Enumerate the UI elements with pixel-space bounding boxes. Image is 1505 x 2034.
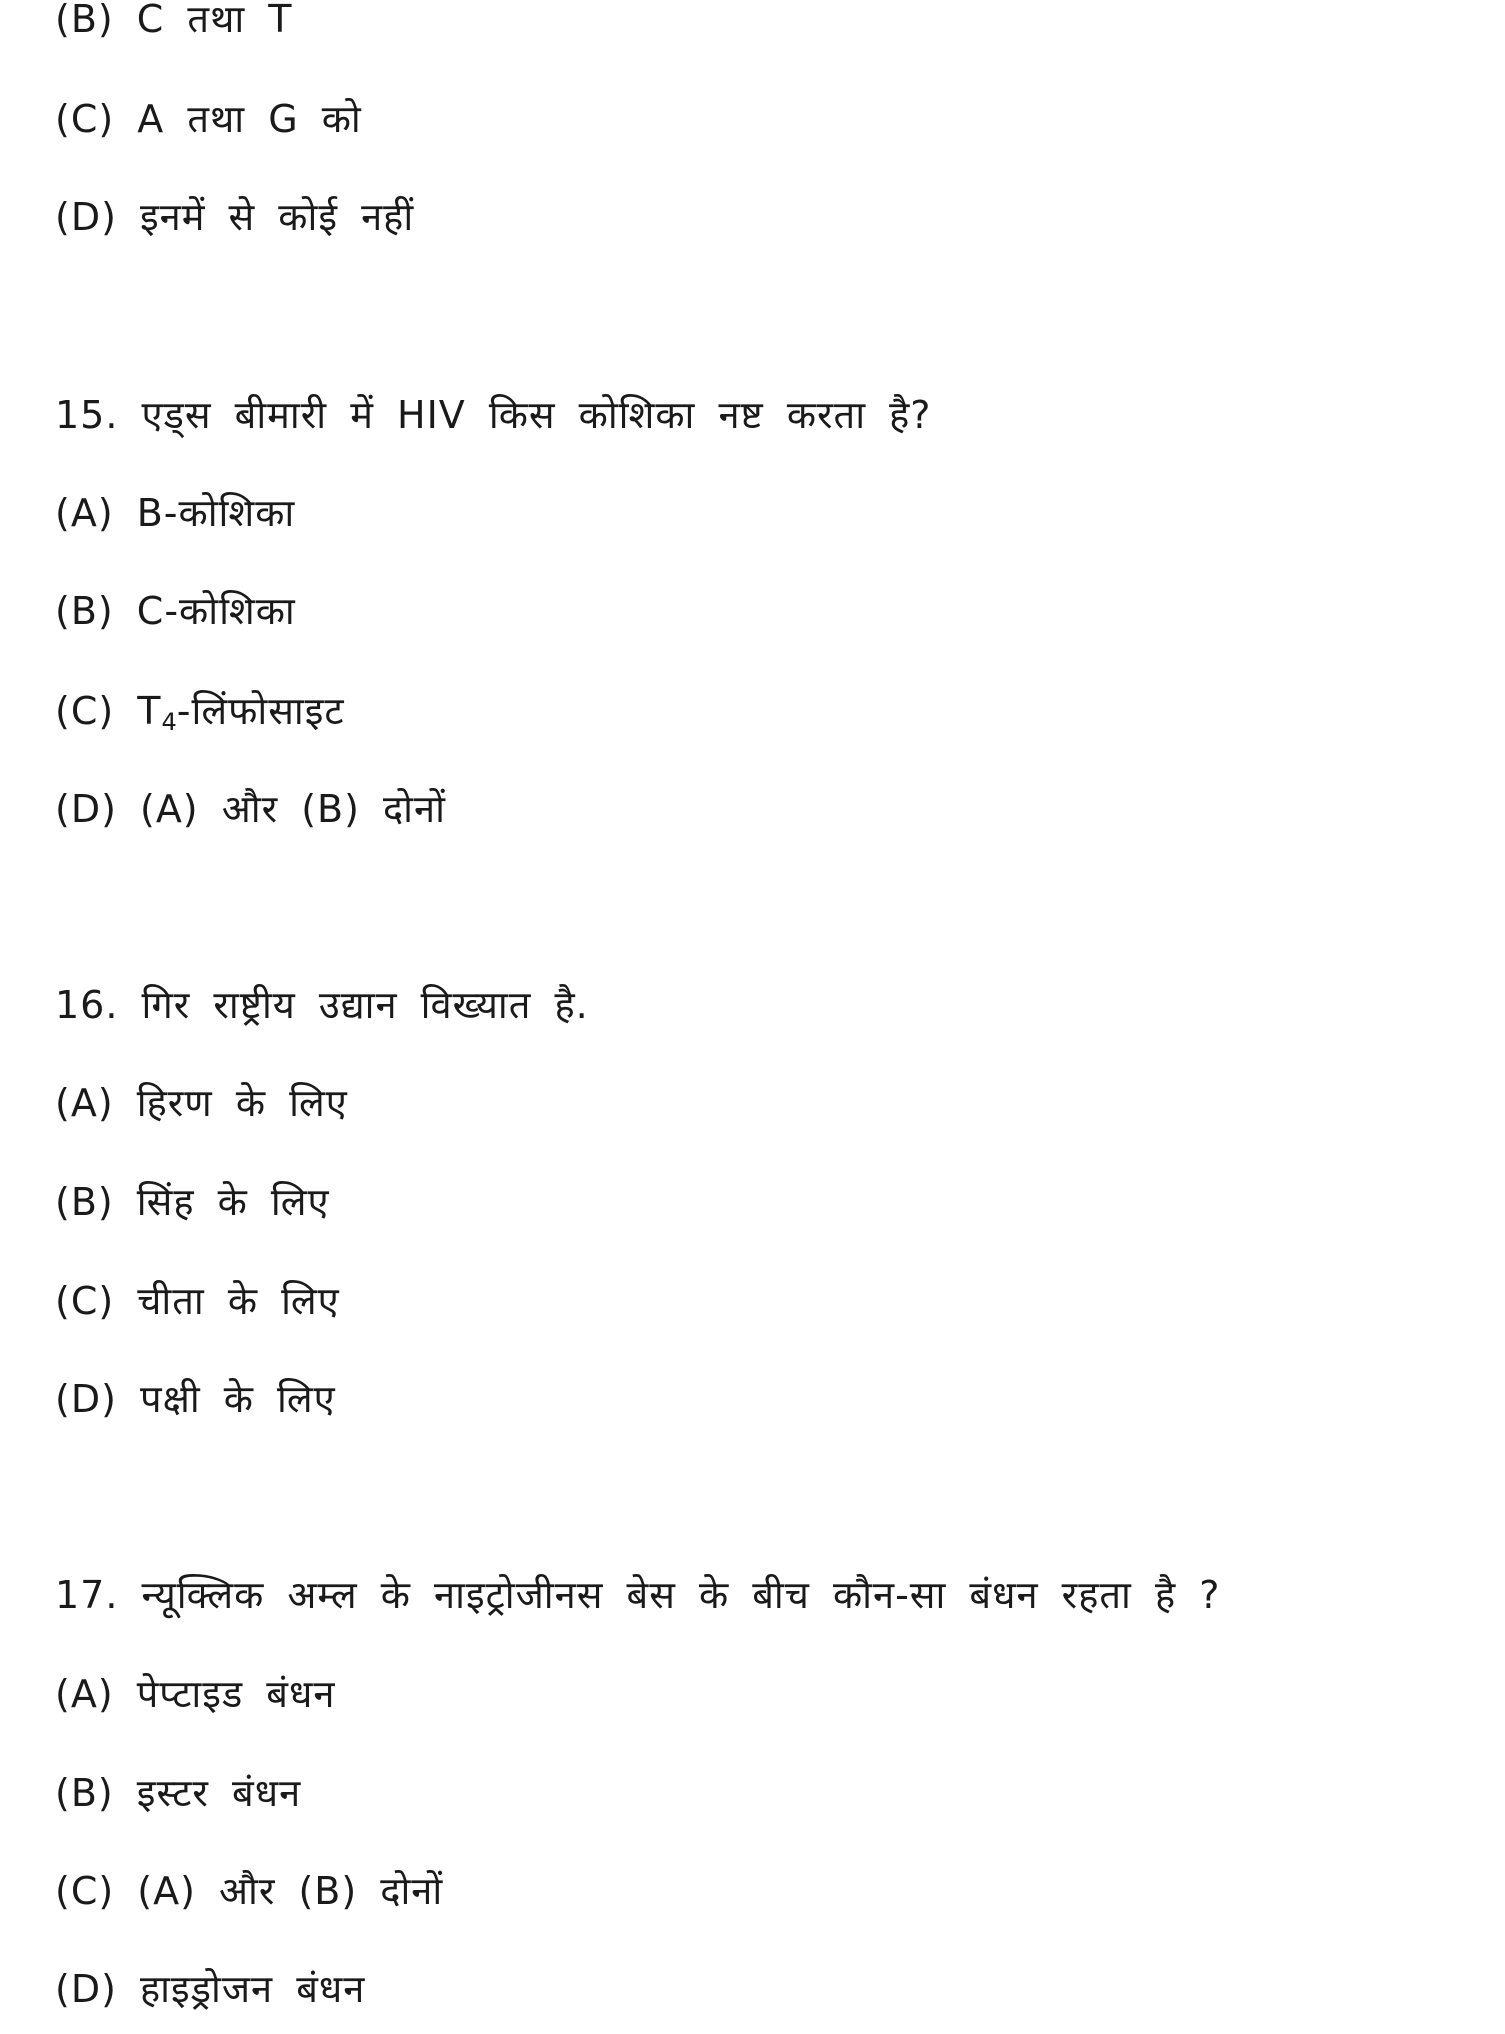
question-15-text: 15. एड्स बीमारी में HIV किस कोशिका नष्ट करता है?: [55, 393, 932, 437]
q15-option-c-suffix: -लिंफोसाइट: [176, 689, 345, 733]
q17-option-b: (B) इस्टर बंधन: [55, 1771, 302, 1815]
q16-option-b: (B) सिंह के लिए: [55, 1180, 330, 1224]
q15-option-d: (D) (A) और (B) दोनों: [55, 787, 446, 831]
q15-option-b: (B) C-कोशिका: [55, 589, 296, 633]
q17-option-a: (A) पेप्टाइड बंधन: [55, 1672, 336, 1716]
prev-option-d: (D) इनमें से कोई नहीं: [55, 195, 415, 239]
q15-option-a: (A) B-कोशिका: [55, 491, 296, 535]
q16-option-a: (A) हिरण के लिए: [55, 1081, 348, 1125]
q15-option-c: [55, 686, 345, 747]
q15-option-c-subscript: 4: [161, 708, 177, 736]
question-16-text: 16. गिर राष्ट्रीय उद्यान विख्यात है.: [55, 983, 589, 1027]
q17-option-d: (D) हाइड्रोजन बंधन: [55, 1967, 366, 2011]
prev-option-b: (B) C तथा T: [55, 0, 293, 41]
q16-option-c: (C) चीता के लिए: [55, 1279, 340, 1323]
q15-option-c-prefix: (C) T: [55, 689, 162, 733]
question-17-text: 17. न्यूक्लिक अम्ल के नाइट्रोजीनस बेस के बीच कौन-सा बंधन रहता है ?: [55, 1573, 1221, 1617]
q17-option-c: (C) (A) और (B) दोनों: [55, 1869, 444, 1913]
prev-option-c: (C) A तथा G को: [55, 97, 362, 141]
q16-option-d: (D) पक्षी के लिए: [55, 1377, 336, 1421]
